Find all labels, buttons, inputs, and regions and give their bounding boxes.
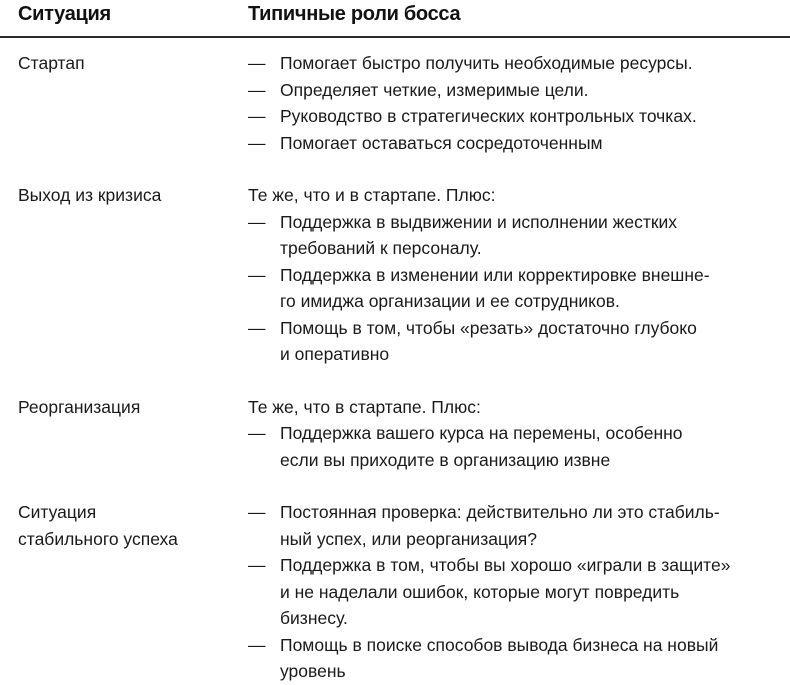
- table-row: [18, 394, 790, 474]
- roles-intro: Те же, что в стартапе. Плюс:: [248, 396, 481, 417]
- situation-cell: [18, 394, 248, 474]
- dash-bullet: —: [248, 211, 266, 232]
- dash-bullet: —: [248, 132, 266, 153]
- role-item-line: Поддержка в том, чтобы вы хорошо «играли в защите»: [280, 555, 731, 575]
- situation-cell: [18, 499, 248, 685]
- role-item-text: [280, 262, 782, 315]
- role-item: [248, 632, 782, 685]
- table-row: [18, 182, 790, 368]
- roles-cell: [248, 182, 790, 368]
- dash-bullet: —: [248, 555, 266, 575]
- role-item-text: [280, 130, 782, 157]
- role-item: [248, 420, 782, 473]
- dash-bullet: —: [248, 634, 266, 655]
- role-item-line: го имиджа организации и ее сотрудников.: [280, 291, 620, 311]
- role-item-text: [280, 103, 782, 130]
- role-item-line: и оперативно: [280, 344, 390, 364]
- role-item-line: ный успех, или реорганизация?: [280, 528, 537, 549]
- role-item: [248, 50, 782, 77]
- role-item: [248, 499, 782, 552]
- role-item-line: Помогает оставаться сосредоточенным: [280, 132, 603, 153]
- role-item-line: если вы приходите в организацию извне: [280, 449, 611, 470]
- role-item: [248, 552, 782, 632]
- roles-cell: [248, 50, 790, 156]
- role-item: [248, 77, 782, 104]
- role-item-line: и не наделали ошибок, которые могут повредить: [280, 581, 680, 602]
- roles-cell: [248, 394, 790, 474]
- header-situation: Ситуация: [18, 3, 111, 25]
- dash-bullet: —: [248, 317, 266, 338]
- role-item-line: уровень: [280, 661, 346, 681]
- role-item-line: Определяет четкие, измеримые цели.: [280, 79, 589, 100]
- dash-bullet: —: [248, 264, 266, 285]
- table-row: [18, 50, 790, 156]
- dash-bullet: —: [248, 106, 266, 126]
- situation-text: Стартап: [18, 53, 85, 73]
- role-item-line: Помощь в том, чтобы «резать» достаточно глубоко: [280, 317, 697, 338]
- situation-text: Реорганизация: [18, 396, 141, 417]
- role-item: [248, 315, 782, 368]
- role-item: [248, 130, 782, 157]
- role-item: [248, 209, 782, 262]
- dash-bullet: —: [248, 53, 266, 73]
- role-item-text: [280, 632, 782, 685]
- table-row: [18, 499, 790, 685]
- situation-cell: [18, 182, 248, 368]
- role-item-text: [280, 50, 782, 77]
- role-item-text: [280, 552, 782, 632]
- role-item: [248, 103, 782, 130]
- role-item: [248, 262, 782, 315]
- dash-bullet: —: [248, 79, 266, 100]
- situation-text: стабильного успеха: [18, 528, 178, 549]
- role-item-line: Постоянная проверка: действительно ли это стабиль-: [280, 502, 720, 522]
- role-item-text: [280, 209, 782, 262]
- dash-bullet: —: [248, 423, 266, 443]
- role-item-line: Поддержка в изменении или корректировке внешне-: [280, 264, 710, 285]
- role-item-line: требований к персоналу.: [280, 238, 482, 258]
- table-body: [18, 38, 790, 685]
- roles-cell: [248, 499, 790, 685]
- situation-text: Выход из кризиса: [18, 185, 162, 205]
- role-item-line: Руководство в стратегических контрольных точках.: [280, 106, 697, 126]
- role-item-text: [280, 77, 782, 104]
- roles-intro: Те же, что и в стартапе. Плюс:: [248, 185, 496, 205]
- dash-bullet: —: [248, 502, 266, 522]
- role-item-line: Помощь в поиске способов вывода бизнеса на новый: [280, 634, 719, 655]
- situation-text: Ситуация: [18, 502, 97, 522]
- role-item-text: [280, 499, 782, 552]
- role-item-text: [280, 315, 782, 368]
- header-roles: Типичные роли босса: [248, 3, 461, 25]
- role-item-line: бизнесу.: [280, 608, 348, 628]
- role-item-text: [280, 420, 782, 473]
- role-item-line: Помогает быстро получить необходимые ресурсы.: [280, 53, 693, 73]
- table-header: [18, 0, 790, 36]
- role-item-line: Поддержка в выдвижении и исполнении жестких: [280, 211, 678, 232]
- situation-cell: [18, 50, 248, 156]
- role-item-line: Поддержка вашего курса на перемены, особенно: [280, 423, 683, 443]
